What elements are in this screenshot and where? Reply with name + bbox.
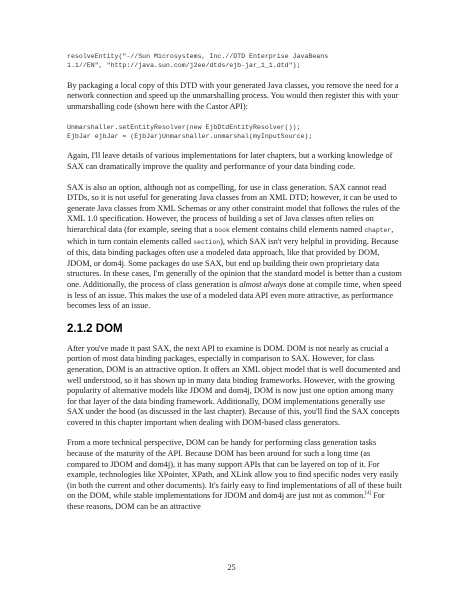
code-line: EjbJar ejbJar = (EjbJar)Unmarshaller.unmarshal(myInputSource); [67,133,313,140]
paragraph-dom-technical: From a more technical perspective, DOM can be handy for performing class generation tasks because of the maturity of the API. Because DOM has been around for such a long time (as compared to JDOM and dom4j), it has many support APIs that can be layered on top of it. For example, technologies like XPointer, XPath, and XLink allow you to find specific nodes very easily (in both the current and other documents). It's fairly easy to find implementations of all of these built on the DOM, while stable implementations for JDOM and dom4j are just not as common.[4] For these reasons, DOM can be an attractive [67,438,402,512]
inline-code-chapter: chapter [364,226,392,234]
emphasis-almost-always: almost always [239,279,287,289]
code-line: Unmarshaller.setEntityResolver(new EjbDtdEntityResolver()); [67,123,301,131]
inline-code-book: book [214,226,230,234]
inline-code-section: section [193,238,221,246]
paragraph-dtd-local-copy: By packaging a local copy of this DTD with your generated Java classes, you remove the need for a network connection and speed up the unmarshalling process. You would then register this with your unmarshalling code (shown here with the Castor API): [67,80,399,111]
code-line: 1.1//EN", "http://java.sun.com/j2ee/dtds/ejb-jar_1_1.dtd"); [67,62,301,70]
code-block-castor-unmarshaller [67,123,402,142]
section-heading-dom: 2.1.2 DOM [67,322,123,335]
paragraph-sax-knowledge: Again, I'll leave details of various implementations for later chapters, but a working knowledge of SAX can dramatically improve the quality and performance of your data binding code. [67,151,393,171]
footnote-reference-link[interactable]: [4] [365,491,372,497]
page-number: 25 [227,563,236,572]
paragraph-sax-class-generation: SAX is also an option, although not as compelling, for use in class generation. SAX cannot read DTDs, so it is not useful for generating Java classes from an XML DTD; however, it can be used to generate Java classes from XML Schemas or any other constraint model that follows the rules of the XML 1.0 specification. However, the process of building a set of Java classes often relies on hierarchical data (for example, seeing that a book element contains child elements named chapter, which in turn contain elements called section), which SAX isn't very helpful in providing. Because of this, data binding packages often use a modeled data approach, like that provided by DOM, JDOM, or dom4j. Some packages do use SAX, but end up building their own proprietary data structures. In these cases, I'm generally of the opinion that the standard model is better than a custom one. Additionally, the process of class generation is almost always done at compile time, when speed is less of an issue. This makes the use of a modeled data API even more attractive, as performance becomes less of an issue. [67,182,402,311]
code-block-entity-resolver [67,52,402,71]
paragraph-dom-intro: After you've made it past SAX, the next API to examine is DOM. DOM is not nearly as crucial a portion of most data binding packages, especially in comparison to SAX. However, for class generation, DOM is an attractive option. It offers an XML object model that is well documented and well understood, so it has shown up in many data binding frameworks. However, with the growing popularity of alternative models like JDOM and dom4j, DOM is now just one option among many for that layer of the data binding framework. Additionally, DOM implementations generally use SAX under the hood (as discussed in the last chapter). Because of this, you'll find the SAX concepts covered in this chapter important when dealing with DOM-based class generators. [67,343,401,427]
code-line: resolveEntity("-//Sun Microsystems, Inc.//DTD Enterprise JavaBeans [67,53,329,60]
document-page [67,52,402,513]
